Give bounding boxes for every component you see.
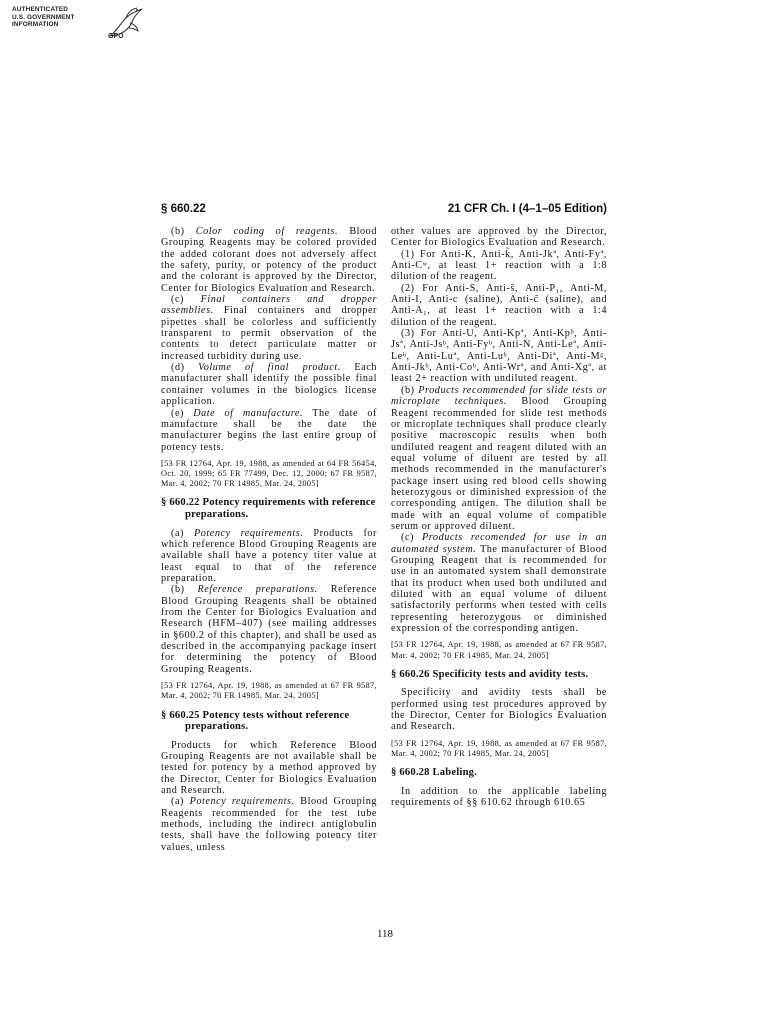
left-column — [161, 226, 377, 853]
right-column — [391, 226, 607, 808]
authentication-text — [12, 6, 75, 29]
section-heading-660-28: § 660.28 Labeling. — [391, 767, 478, 779]
section-heading-660-22: § 660.22 Potency requirements with reference preparations. — [161, 497, 376, 521]
paragraph-continuation: other values are approved by the Director, Center for Biologics Evaluation and Research. — [391, 226, 607, 249]
paragraph-slide-tests: (b) Products recommended for slide tests or microplate techniques. Blood Grouping Reagent recommended for slide test methods or microplate techniques shall produce clearly positive macroscopic results when both undiluted reagent and reagent diluted with an equal volume of diluent are tested by all methods recommended in the manufacturer's package insert using red blood cells showing heterozygous or diminished expression of the corresponding antigen. The dilution shall be made with an equal volume of compatible serum or approved diluent. — [391, 384, 607, 532]
citation: [53 FR 12764, Apr. 19, 1988, as amended at 67 FR 9587, Mar. 4, 2002; 70 FR 14985, Mar. 24, 2005] — [391, 640, 607, 660]
logo-line-1: AUTHENTICATED — [12, 6, 69, 13]
citation: [53 FR 12764, Apr. 19, 1988, as amended at 67 FR 9587, Mar. 4, 2002; 70 FR 14985, Mar. 24, 2005] — [161, 681, 377, 701]
paragraph-potency-requirements-a: (a) Potency requirements. Blood Grouping Reagents recommended for the test tube methods, including the indirect antiglobulin tests, shall have the following potency titer values, unless — [161, 796, 377, 853]
logo-line-3: INFORMATION — [12, 21, 59, 28]
citation: [53 FR 12764, Apr. 19, 1988, as amended at 67 FR 9587, Mar. 4, 2002; 70 FR 14985, Mar. 24, 2005] — [391, 738, 607, 758]
gpo-authentication-logo — [12, 6, 144, 46]
citation: [53 FR 12764, Apr. 19, 1988, as amended at 64 FR 56454, Oct. 20, 1999; 65 FR 77499, Dec. 12, 2000; 67 FR 9587, Mar. 4, 2002; 70 FR 14985, Mar. 24, 2005] — [161, 458, 377, 489]
gpo-label: GPO — [108, 33, 124, 40]
paragraph-potency-tests: Products for which Reference Blood Grouping Reagents are not available shall be tested for potency by a method approved by the Director, Center for Biologics Evaluation and Research. — [161, 739, 377, 797]
section-heading-660-26: § 660.26 Specificity tests and avidity tests. — [391, 668, 589, 680]
cfr-title: 21 CFR Ch. I (4–1–05 Edition) — [447, 203, 607, 215]
paragraph-automated-system: (c) Products recomended for use in an automated system. The manufacturer of Blood Grouping Reagent that is recommended for use in an automated system shall demonstrate that its product when used both undiluted and diluted with an equal volume of diluent satisfactorily performs when tested with cells representing heterozygous or diminished expression of the corresponding antigen. — [391, 532, 607, 635]
paragraph-titer-3: (3) For Anti-U, Anti-Kpª, Anti-Kpᵇ, Anti-Jsª, Anti-Jsᵇ, Anti-Fyᵇ, Anti-N, Anti-Leª, Anti-Leᵇ, Anti-Luª, Anti-Luᵇ, Anti-Diª, Anti-Mᵍ, Anti-Jkᵇ, Anti-Coᵇ, Anti-Wrª, and Anti-Xgª, at least 2+ reaction with undiluted reagent. — [391, 328, 607, 385]
logo-line-2: U.S. GOVERNMENT — [12, 13, 75, 21]
paragraph-date-of-manufacture: (e) Date of manufacture. The date of manufacture shall be the date the manufacturer begins the last entire group of potency tests. — [161, 407, 377, 453]
page-number: 118 — [376, 928, 394, 940]
running-head — [161, 203, 607, 219]
paragraph-potency-requirements: (a) Potency requirements. Products for which reference Blood Grouping Reagents are available shall have a potency titer value at least equal to that of the reference preparation. — [161, 527, 377, 585]
paragraph-titer-2: (2) For Anti-S, Anti-s̃, Anti-P₁, Anti-M, Anti-I, Anti-c (saline), Anti-c̃ (saline), and Anti-A₁, at least 1+ reaction with a 1:4 dilution of the reagent. — [391, 282, 607, 328]
paragraph-specificity-tests: Specificity and avidity tests shall be performed using test procedures approved by the Director, Center for Biologics Evaluation and Research. — [391, 687, 607, 733]
section-number: § 660.22 — [161, 203, 206, 215]
paragraph-color-coding: (b) Color coding of reagents. Blood Grouping Reagents may be colored provided the added colorant does not adversely affect the safety, purity, or potency of the product and the colorant is approved by the Director, Center for Biologics Evaluation and Research. — [161, 226, 377, 294]
paragraph-volume: (d) Volume of final product. Each manufacturer shall identify the possible final container volumes in the biologics license application. — [161, 362, 377, 408]
paragraph-labeling: In addition to the applicable labeling requirements of §§ 610.62 through 610.65 — [391, 785, 607, 809]
paragraph-final-containers: (c) Final containers and dropper assemblies. Final containers and dropper pipettes shall be colorless and sufficiently transparent to permit observation of the contents to detect particulate matter or increased turbidity during use. — [161, 294, 377, 362]
paragraph-titer-1: (1) For Anti-K, Anti-k̃, Anti-Jkª, Anti-Fyª, Anti-Cʷ, at least 1+ reaction with a 1:8 dilution of the reagent. — [391, 248, 607, 283]
section-heading-660-25: § 660.25 Potency tests without reference preparations. — [161, 709, 350, 733]
paragraph-reference-preparations: (b) Reference preparations. Reference Blood Grouping Reagents shall be obtained from the Center for Biologics Evaluation and Research (HFM–407) (see mailing addresses in §600.2 of this chapter), and shall be used as described in the accompanying package insert for determining the potency of Blood Grouping Reagents. — [161, 584, 377, 675]
